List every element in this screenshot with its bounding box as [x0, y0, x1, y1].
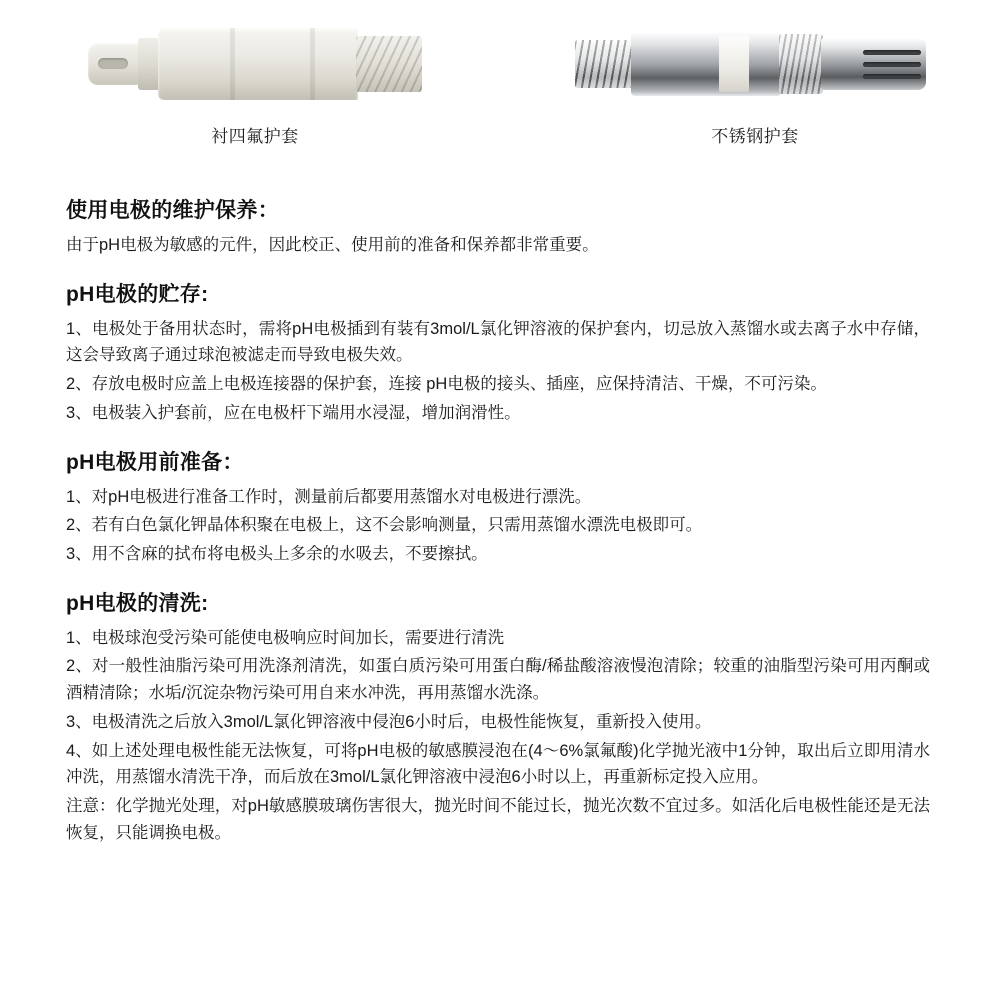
steel-slot-3	[863, 74, 921, 79]
paragraph: 3、用不含麻的拭布将电极头上多余的水吸去，不要擦拭。	[66, 545, 488, 564]
section-title-storage: pH电极的贮存:	[66, 282, 209, 306]
paragraph: 2、对一般性油脂污染可用洗涤剂清洗，如蛋白质污染可用蛋白酶/稀盐酸溶液慢泡清除；较重的油脂型污染可用丙酮或酒精清除；水垢/沉淀杂物污染可用自来水冲洗，再用蒸馏水洗涤。	[66, 657, 930, 703]
paragraph: 2、若有白色氯化钾晶体积聚在电极上，这不会影响测量，只需用蒸馏水漂洗电极即可。	[66, 516, 703, 535]
section-preparation	[66, 446, 930, 568]
ptfe-ring-2	[310, 28, 315, 100]
paragraph: 1、电极球泡受污染可能使电极响应时间加长，需要进行清洗	[66, 628, 505, 647]
figure-caption-ptfe: 衬四氟护套	[211, 127, 299, 146]
paragraph: 3、电极清洗之后放入3mol/L氯化钾溶液中侵泡6小时后，电极性能恢复，重新投入使用。	[66, 712, 712, 731]
steel-body-upper	[631, 32, 781, 96]
paragraph: 4、如上述处理电极性能无法恢复，可将pH电极的敏感膜浸泡在(4～6%氯氟酸)化学抛光液中1分钟，取出后立即用清水冲洗，用蒸馏水清洗干净，而后放在3mol/L氯化钾溶液中浸泡6小时以上，再重新标定投入应用。	[66, 741, 930, 787]
paragraph: 3、电极装入护套前，应在电极杆下端用水浸湿，增加润滑性。	[66, 403, 521, 422]
steel-thread-left	[575, 40, 633, 88]
ptfe-sleeve-illustration	[80, 14, 430, 114]
paragraph-note: 注意：化学抛光处理，对pH敏感膜玻璃伤害很大，抛光时间不能过长，抛光次数不宜过多。如活化后电极性能还是无法恢复，只能调换电极。	[66, 797, 930, 842]
steel-slot-2	[863, 62, 921, 67]
section-maintenance	[66, 194, 930, 259]
paragraph: 1、电极处于备用状态时，需将pH电极插到有装有3mol/L氯化钾溶液的保护套内，切忌放入蒸馏水或去离子水中存储，这会导致离子通过球泡被滤走而导致电极失效。	[66, 319, 930, 365]
paragraph: 2、存放电极时应盖上电极连接器的保护套，连接 pH电极的接头、插座，应保持清洁、干燥，不可污染。	[66, 375, 827, 394]
section-title-preparation: pH电极用前准备：	[66, 450, 244, 474]
figure-stainless-steel-sleeve	[560, 0, 950, 147]
ptfe-thread	[356, 36, 422, 92]
paragraph: 1、对pH电极进行准备工作时，测量前后都要用蒸馏水对电极进行漂洗。	[66, 487, 592, 506]
section-storage	[66, 278, 930, 427]
paragraph: 由于pH电极为敏感的元件，因此校正、使用前的准备和保养都非常重要。	[66, 236, 599, 254]
steel-sleeve-illustration	[575, 14, 935, 114]
section-title-maintenance: 使用电极的维护保养：	[66, 199, 279, 222]
steel-thread-band	[779, 34, 823, 94]
ptfe-neck	[138, 38, 160, 90]
instruction-content	[0, 194, 990, 847]
ptfe-cap-slot	[98, 58, 128, 69]
figure-ptfe-sleeve	[60, 0, 450, 147]
steel-label-patch	[719, 36, 749, 92]
section-title-cleaning: pH电极的清洗:	[66, 591, 209, 615]
ptfe-body	[158, 28, 358, 100]
product-images-row	[0, 0, 990, 160]
steel-slot-1	[863, 50, 921, 55]
figure-caption-steel: 不锈钢护套	[711, 127, 799, 146]
ptfe-ring-1	[230, 28, 235, 100]
section-cleaning	[66, 587, 930, 847]
